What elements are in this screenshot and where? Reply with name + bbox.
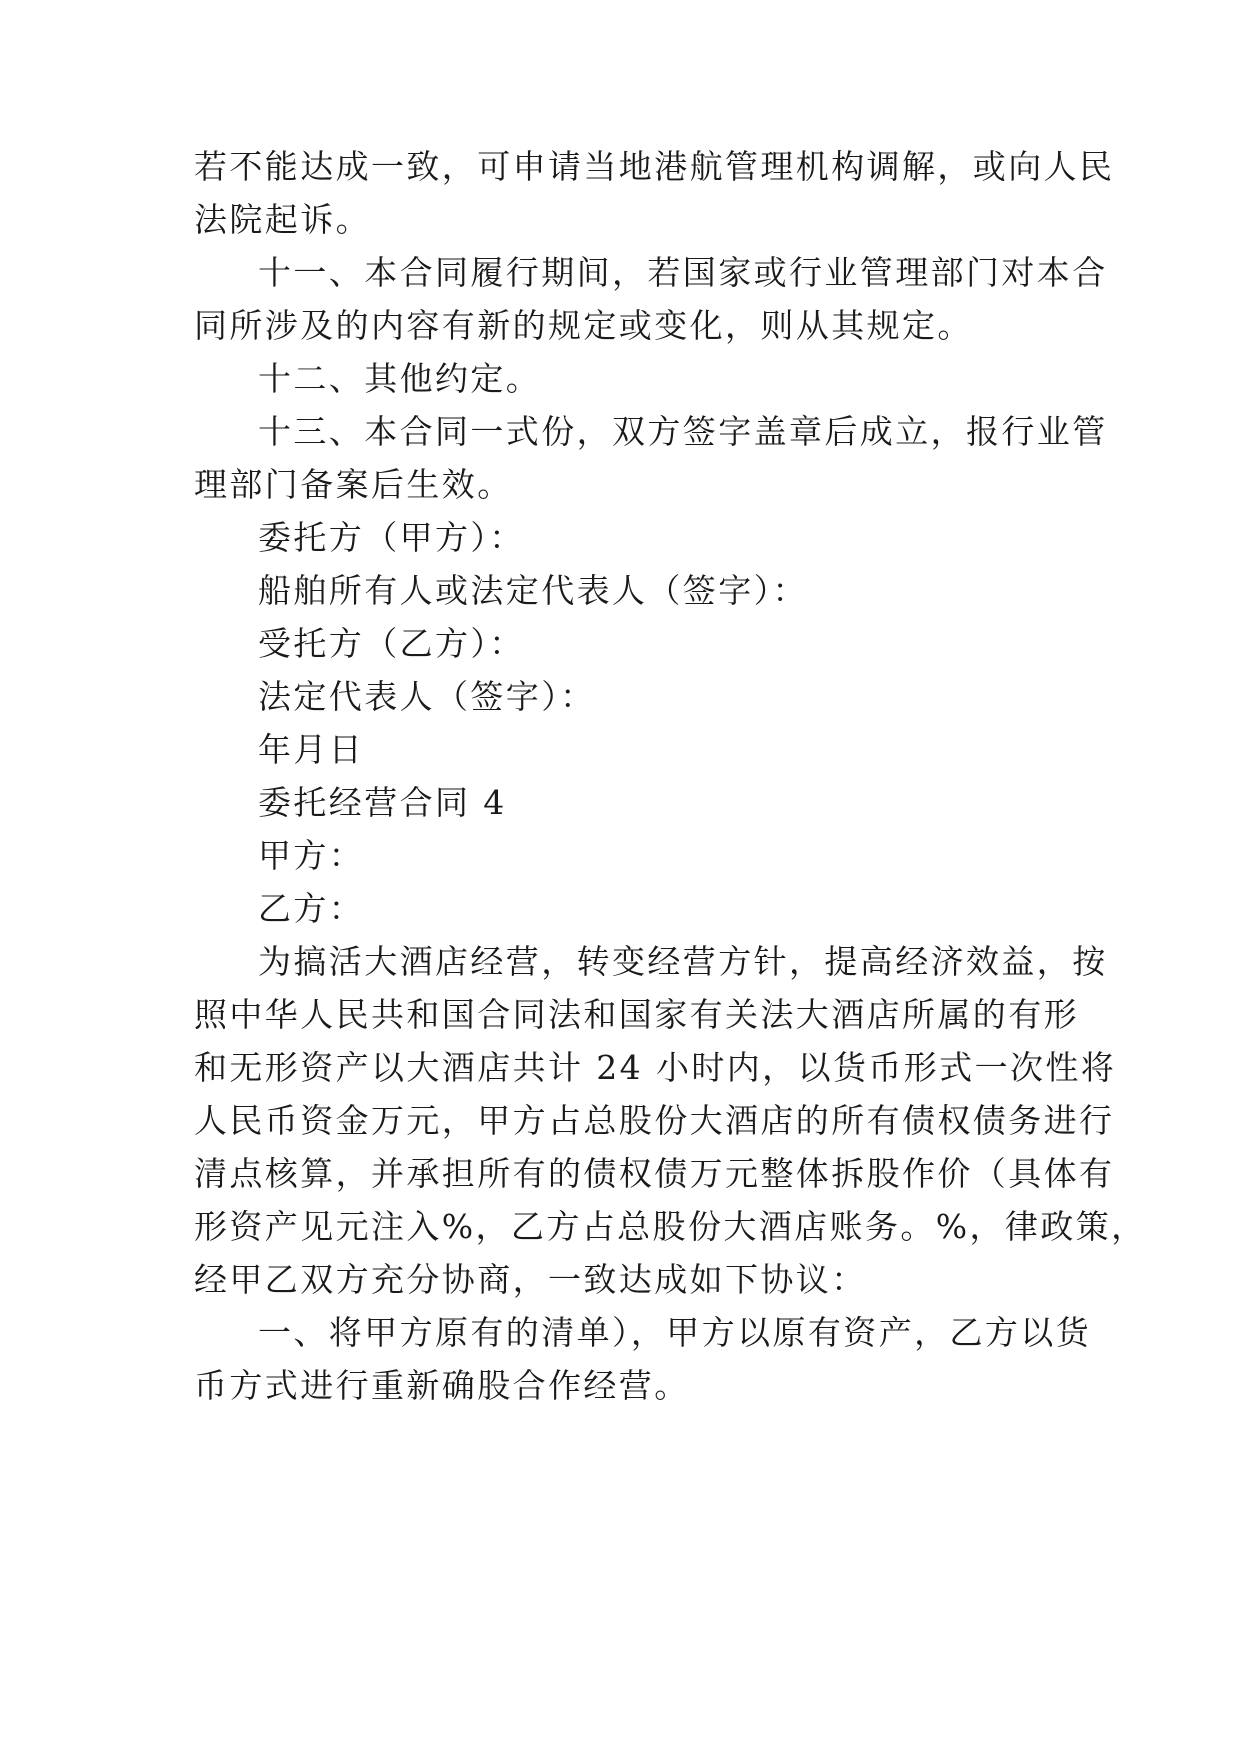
text-line: 形资产见元注入%，乙方占总股份大酒店账务。%，律政策，: [194, 1207, 1147, 1246]
text-line: 照中华人民共和国合同法和国家有关法大酒店所属的有形: [194, 995, 1079, 1034]
text-line: 经甲乙双方充分协商，一致达成如下协议：: [194, 1260, 867, 1299]
clause-11: 十一、本合同履行期间，若国家或行业管理部门对本合: [258, 253, 1108, 292]
text-line: 同所涉及的内容有新的规定或变化，则从其规定。: [194, 306, 973, 345]
date-label: 年月日: [258, 730, 365, 769]
clause-1: 一、将甲方原有的清单），甲方以原有资产，乙方以货: [258, 1313, 1092, 1352]
text-line: 人民币资金万元，甲方占总股份大酒店的所有债权债务进行: [194, 1101, 1115, 1140]
text-line: 币方式进行重新确股合作经营。: [194, 1366, 690, 1405]
party-b-label: 受托方（乙方）：: [258, 624, 525, 663]
contract-title: 委托经营合同 4: [258, 783, 507, 822]
text-line: 理部门备案后生效。: [194, 465, 513, 504]
text-line: 法院起诉。: [194, 200, 371, 239]
party-a-field: 甲方：: [258, 836, 365, 875]
text-line: 若不能达成一致，可申请当地港航管理机构调解，或向人民: [194, 147, 1115, 186]
text-line: 和无形资产以大酒店共计 24 小时内，以货币形式一次性将: [194, 1048, 1117, 1087]
clause-13: 十三、本合同一式份，双方签字盖章后成立，报行业管: [258, 412, 1108, 451]
legal-rep-signature-label: 法定代表人（签字）：: [258, 677, 596, 716]
preamble-paragraph: 为搞活大酒店经营，转变经营方针，提高经济效益，按: [258, 942, 1108, 981]
owner-signature-label: 船舶所有人或法定代表人（签字）：: [258, 571, 808, 610]
text-line: 清点核算，并承担所有的债权债万元整体拆股作价（具体有: [194, 1154, 1115, 1193]
party-a-label: 委托方（甲方）：: [258, 518, 525, 557]
party-b-field: 乙方：: [258, 889, 365, 928]
clause-12: 十二、其他约定。: [258, 359, 542, 398]
